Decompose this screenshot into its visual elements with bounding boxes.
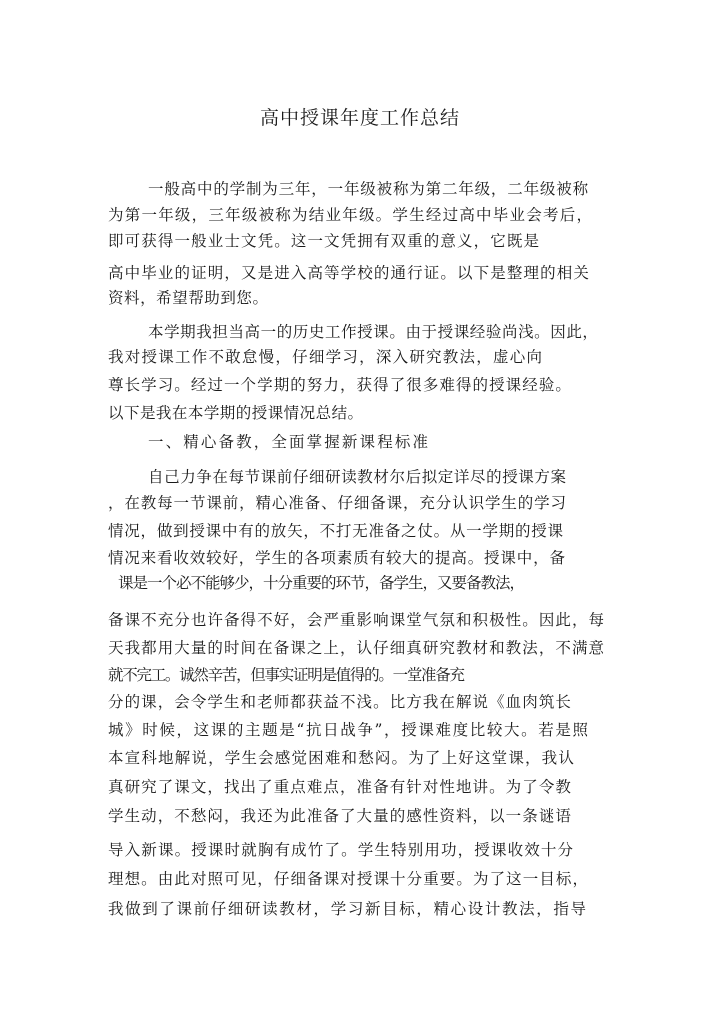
paragraph-line: 真研究了课文，找出了重点难点，准备有针对性地讲。为了令教 <box>108 778 572 796</box>
paragraph-line: 就不完工。诚然辛苦，但事实证明是值得的。一堂准备充 <box>108 666 464 684</box>
paragraph-line: 一般高中的学制为三年，一年级被称为第二年级，二年级被称 <box>148 180 589 198</box>
paragraph-line: ，在教每一节课前，精心准备、仔细备课，充分认识学生的学习 <box>108 494 567 512</box>
paragraph-line: 尊长学习。经过一个学期的努力，获得了很多难得的授课经验。 <box>108 376 572 394</box>
paragraph-line: 本学期我担当高一的历史工作授课。由于授课经验尚浅。因此， <box>148 323 599 341</box>
paragraph-line: 课是一个必不能够少，十分重要的环节，备学生，又要备教法， <box>118 574 525 592</box>
paragraph-line: 高中毕业的证明，又是进入高等学校的通行证。以下是整理的相关 <box>108 264 590 282</box>
paragraph-line: 情况来看收效较好，学生的各项素质有较大的提高。授课中，备 <box>108 549 566 567</box>
paragraph-line: 本宣科地解说，学生会感觉困难和愁闷。为了上好这堂课，我认 <box>108 749 576 767</box>
paragraph-line: 以下是我在本学期的授课情况总结。 <box>108 404 364 422</box>
paragraph-line: 天我都用大量的时间在备课之上，认仔细真研究教材和教法，不满意 <box>108 639 606 657</box>
paragraph-line: 自己力争在每节课前仔细研读教材尔后拟定详尽的授课方案 <box>148 468 567 486</box>
paragraph-line: 理想。由此对照可见，仔细备课对授课十分重要。为了这一目标， <box>108 870 590 888</box>
section-heading: 一、精心备教，全面掌握新课程标准 <box>148 433 431 451</box>
paragraph-line: 我对授课工作不敢怠慢，仔细学习，深入研究教法，虚心向 <box>108 348 544 366</box>
paragraph-line: 情况，做到授课中有的放矢，不打无准备之仗。从一学期的授课 <box>108 522 564 540</box>
paragraph-line: 分的课，会令学生和老师都获益不浅。比方我在解说《血肉筑长 <box>108 693 572 711</box>
paragraph-line: 导入新课。授课时就胸有成竹了。学生特别用功，授课收效十分 <box>108 841 575 859</box>
paragraph-line: 学生动，不愁闷，我还为此准备了大量的感性资料，以一条谜语 <box>108 807 572 825</box>
paragraph-line: 我做到了课前仔细研读教材，学习新目标，精心设计教法，指导 <box>108 900 588 918</box>
paragraph-line: 资料，希望帮助到您。 <box>108 289 269 307</box>
document-title: 高中授课年度工作总结 <box>259 107 460 129</box>
paragraph-line: 城》时候，这课的主题是“抗日战争”，授课难度比较大。若是照 <box>108 721 590 739</box>
paragraph-line: 为第一年级，三年级被称为结业年级。学生经过高中毕业会考后， <box>108 206 594 224</box>
paragraph-line: 即可获得一般业士文凭。这一文凭拥有双重的意义，它既是 <box>108 232 541 250</box>
paragraph-line: 备课不充分也许备得不好，会严重影响课堂气氛和积极性。因此，每 <box>108 611 606 629</box>
